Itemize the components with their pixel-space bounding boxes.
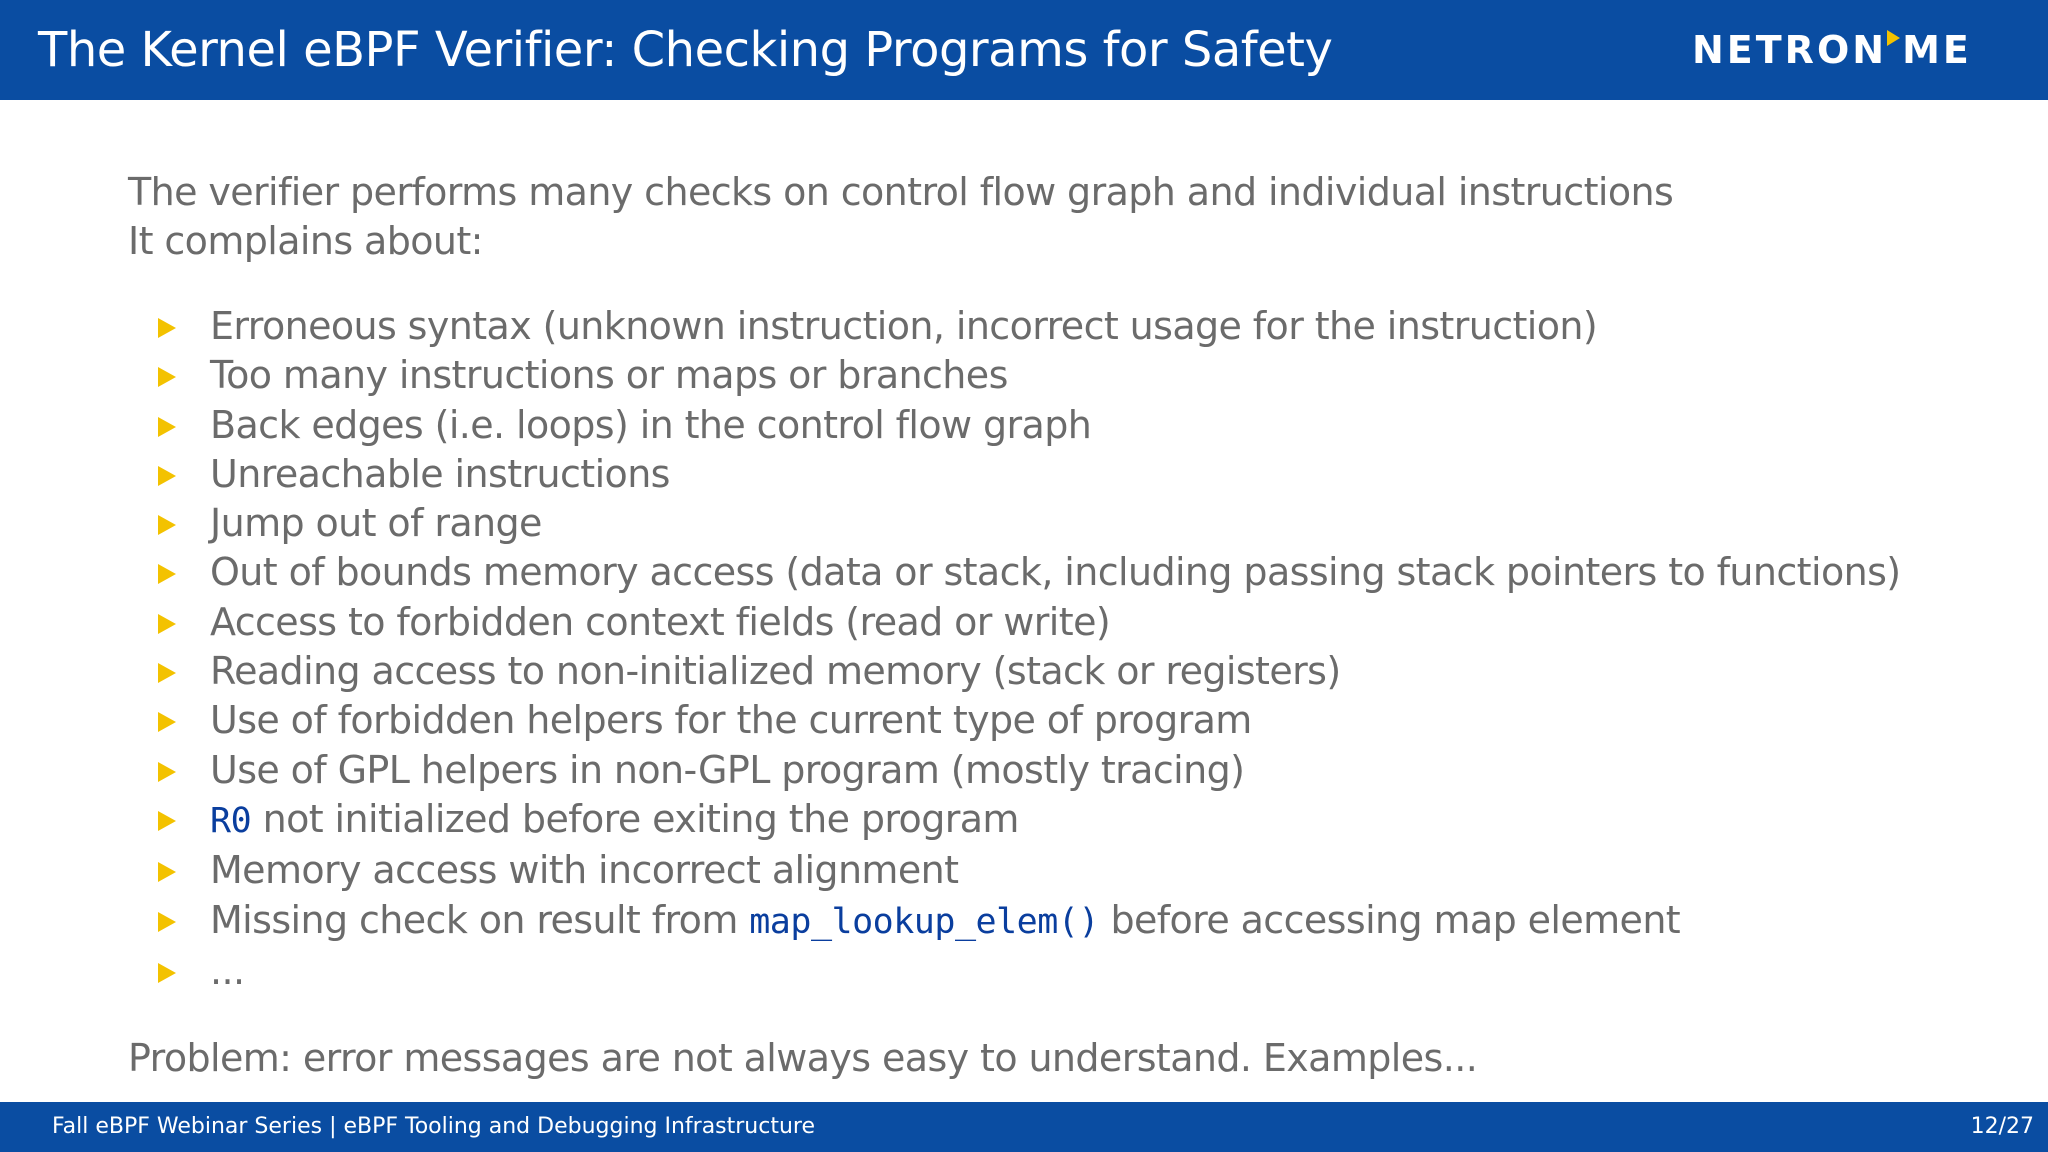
list-item: Memory access with incorrect alignment <box>128 846 1928 895</box>
bullet-arrow-icon <box>158 912 176 932</box>
list-item: Too many instructions or maps or branches <box>128 351 1928 400</box>
slide-footer <box>0 1102 2048 1152</box>
netronome-logo: NETR O N ME <box>1692 28 1972 72</box>
bullet-arrow-icon <box>158 963 176 983</box>
list-item: ... <box>128 947 1928 996</box>
footer-series-title: Fall eBPF Webinar Series | eBPF Tooling and Debugging Infrastructure <box>52 1114 816 1139</box>
verifier-checks-list <box>128 302 1928 996</box>
bullet-arrow-icon <box>158 762 176 782</box>
list-item: Use of GPL helpers in non-GPL program (mostly tracing) <box>128 746 1928 795</box>
bullet-arrow-icon <box>158 712 176 732</box>
problem-statement: Problem: error messages are not always easy to understand. Examples... <box>128 1036 1478 1081</box>
bullet-arrow-icon <box>158 811 176 831</box>
slide-content <box>128 168 1928 1083</box>
list-item: Out of bounds memory access (data or stack, including passing stack pointers to functions) <box>128 548 1928 597</box>
list-item: R0 not initialized before exiting the program <box>128 795 1928 846</box>
bullet-arrow-icon <box>158 417 176 437</box>
intro-line-1: The verifier performs many checks on control flow graph and individual instructions <box>128 170 1674 214</box>
list-item: Unreachable instructions <box>128 450 1928 499</box>
list-item: Reading access to non-initialized memory (stack or registers) <box>128 647 1928 696</box>
logo-triangle-icon <box>1887 30 1900 46</box>
bullet-arrow-icon <box>158 862 176 882</box>
slide-header <box>0 0 2048 100</box>
list-item: Jump out of range <box>128 499 1928 548</box>
bullet-arrow-icon <box>158 614 176 634</box>
slide-title: The Kernel eBPF Verifier: Checking Programs for Safety <box>38 22 1333 78</box>
register-code: R0 <box>210 800 252 841</box>
list-item: Missing check on result from map_lookup_elem() before accessing map element <box>128 896 1928 947</box>
bullet-arrow-icon <box>158 515 176 535</box>
list-item: Back edges (i.e. loops) in the control flow graph <box>128 401 1928 450</box>
list-item: Erroneous syntax (unknown instruction, incorrect usage for the instruction) <box>128 302 1928 351</box>
bullet-arrow-icon <box>158 367 176 387</box>
bullet-arrow-icon <box>158 564 176 584</box>
bullet-arrow-icon <box>158 663 176 683</box>
page-number: 12/27 <box>1970 1114 2034 1139</box>
function-code: map_lookup_elem() <box>749 901 1099 942</box>
bullet-arrow-icon <box>158 318 176 338</box>
intro-line-2: It complains about: <box>128 219 483 263</box>
list-item: Access to forbidden context fields (read or write) <box>128 598 1928 647</box>
bullet-arrow-icon <box>158 466 176 486</box>
list-item: Use of forbidden helpers for the current type of program <box>128 696 1928 745</box>
